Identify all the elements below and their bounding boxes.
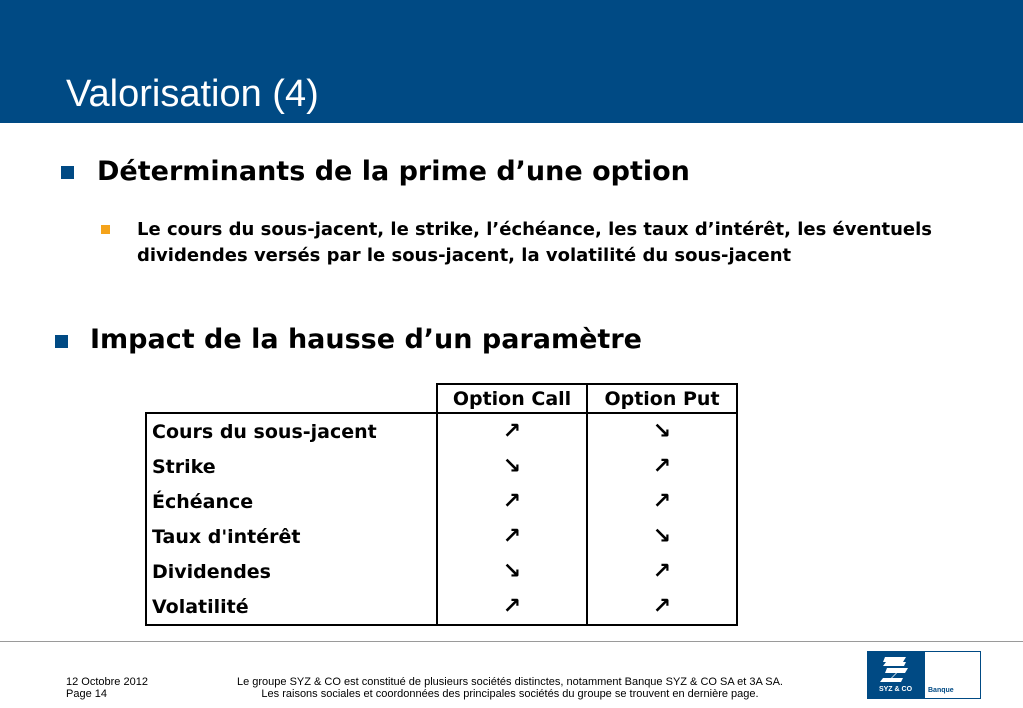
footer-divider: [0, 641, 1023, 642]
syz-logo: [867, 651, 980, 699]
row-label: Dividendes: [146, 554, 437, 589]
square-bullet-icon: [55, 335, 68, 348]
call-arrow-icon: ↘: [437, 449, 587, 484]
syz-logo-mark: [867, 651, 924, 699]
bullet-determinants-detail: Le cours du sous-jacent, le strike, l’échéance, les taux d’intérêt, les éventuels dividendes versés par le sous-jacent, la volatilité du sous-jacent: [137, 219, 933, 266]
row-label: Volatilité: [146, 589, 437, 625]
square-bullet-icon: [61, 166, 74, 179]
call-arrow-icon: ↗: [437, 519, 587, 554]
put-arrow-icon: ↗: [587, 554, 737, 589]
footer-date: 12 Octobre 2012: [66, 676, 148, 688]
call-arrow-icon: ↗: [437, 484, 587, 519]
header-option-call: Option Call: [437, 384, 587, 413]
call-arrow-icon: ↘: [437, 554, 587, 589]
table-header-empty: [146, 384, 437, 413]
put-arrow-icon: ↘: [587, 413, 737, 449]
logo-banque-box: [924, 651, 981, 699]
row-label: Échéance: [146, 484, 437, 519]
square-bullet-icon: [101, 225, 110, 234]
table-row: [146, 413, 737, 449]
header-option-put: Option Put: [587, 384, 737, 413]
slide-title: Valorisation (4): [66, 73, 319, 115]
title-bar: [0, 0, 1023, 123]
put-arrow-icon: ↗: [587, 589, 737, 625]
footer-disclaimer-line2: Les raisons sociales et coordonnées des principales sociétés du groupe se trouvent en dernière page.: [261, 688, 759, 700]
table-row: [146, 484, 737, 519]
put-arrow-icon: ↘: [587, 519, 737, 554]
table-row: [146, 589, 737, 625]
table-row: [146, 449, 737, 484]
table-row: [146, 554, 737, 589]
table-row: [146, 519, 737, 554]
row-label: Taux d'intérêt: [146, 519, 437, 554]
put-arrow-icon: ↗: [587, 449, 737, 484]
footer-disclaimer-line1: Le groupe SYZ & CO est constitué de plusieurs sociétés distinctes, notamment Banque SYZ & CO SA et 3A SA.: [236, 676, 783, 688]
call-arrow-icon: ↗: [437, 413, 587, 449]
footer-meta: [66, 676, 148, 700]
row-label: Cours du sous-jacent: [146, 413, 437, 449]
put-arrow-icon: ↗: [587, 484, 737, 519]
footer-disclaimer: [200, 676, 820, 700]
footer-page-number: Page 14: [66, 688, 107, 700]
bullet-determinants: Déterminants de la prime d’une option: [97, 156, 690, 187]
row-label: Strike: [146, 449, 437, 484]
logo-label-banque: Banque: [928, 687, 954, 694]
table-header-row: [146, 384, 737, 413]
impact-table: [145, 383, 738, 626]
syz-z-icon: [867, 651, 924, 685]
bullet-impact: Impact de la hausse d’un paramètre: [90, 324, 642, 355]
call-arrow-icon: ↗: [437, 589, 587, 625]
logo-label-syz: SYZ & CO: [878, 686, 913, 693]
